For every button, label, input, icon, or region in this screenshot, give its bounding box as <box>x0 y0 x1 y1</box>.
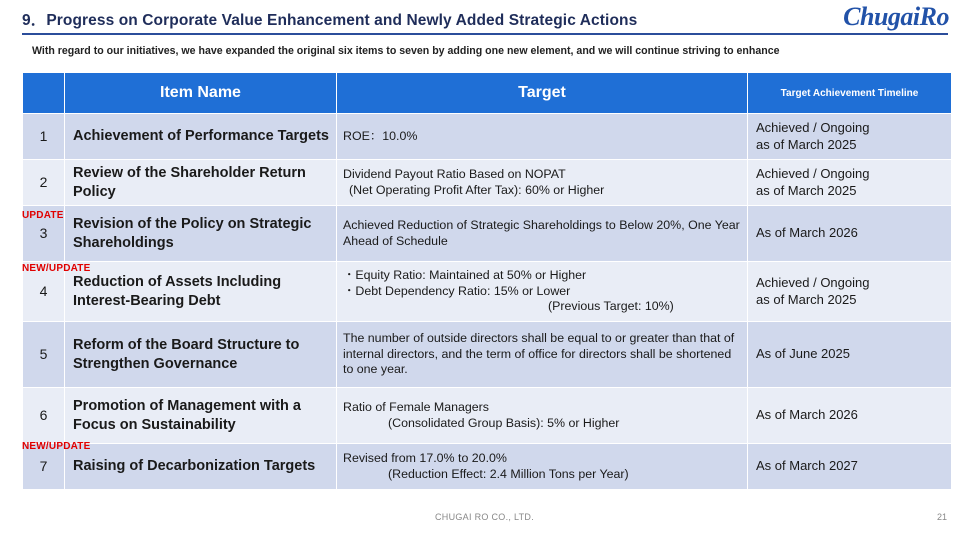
item-name: Achievement of Performance Targets <box>65 114 337 160</box>
target-text: ・Equity Ratio: Maintained at 50% or Higher ・Debt Dependency Ratio: 15% or Lower (Previous Target: 10%) <box>337 262 748 322</box>
title-divider <box>22 33 948 35</box>
item-name: Reform of the Board Structure to Strengthen Governance <box>65 322 337 388</box>
timeline-text: Achieved / Ongoing as of March 2025 <box>748 160 952 206</box>
item-name: Revision of the Policy on Strategic Shareholdings <box>65 206 337 262</box>
row-number: 7 <box>23 444 65 490</box>
footer-company: CHUGAI RO CO., LTD. <box>434 512 535 522</box>
target-text: Dividend Payout Ratio Based on NOPAT (Net Operating Profit After Tax): 60% or Higher <box>337 160 748 206</box>
page-subtitle: With regard to our initiatives, we have expanded the original six items to seven by adding one new element, and we will continue striving to enhance <box>32 45 780 57</box>
new-update-tag-row-7: NEW/UPDATE <box>22 441 91 452</box>
row-number: 2 <box>23 160 65 206</box>
row-number: 6 <box>23 388 65 444</box>
table-row <box>23 322 952 388</box>
new-update-tag-row-4: NEW/UPDATE <box>22 263 91 274</box>
timeline-text: As of June 2025 <box>748 322 952 388</box>
page-number: 21 <box>936 512 947 522</box>
header-timeline: Target Achievement Timeline <box>748 73 952 114</box>
header-target: Target <box>337 73 748 114</box>
target-text: Revised from 17.0% to 20.0% (Reduction Effect: 2.4 Million Tons per Year) <box>337 444 748 490</box>
table-row <box>23 262 952 322</box>
target-text: ROE：10.0% <box>337 114 748 160</box>
item-name: Raising of Decarbonization Targets <box>65 444 337 490</box>
item-name: Review of the Shareholder Return Policy <box>65 160 337 206</box>
table-row <box>23 444 952 490</box>
timeline-text: As of March 2027 <box>748 444 952 490</box>
initiatives-table <box>22 72 952 490</box>
timeline-text: Achieved / Ongoing as of March 2025 <box>748 262 952 322</box>
timeline-text: As of March 2026 <box>748 206 952 262</box>
timeline-text: Achieved / Ongoing as of March 2025 <box>748 114 952 160</box>
timeline-text: As of March 2026 <box>748 388 952 444</box>
update-tag-row-3: UPDATE <box>22 210 64 221</box>
row-number: 5 <box>23 322 65 388</box>
target-text: Ratio of Female Managers (Consolidated Group Basis): 5% or Higher <box>337 388 748 444</box>
row-number: 1 <box>23 114 65 160</box>
row-number: 4 <box>23 262 65 322</box>
item-name: Promotion of Management with a Focus on Sustainability <box>65 388 337 444</box>
target-text: The number of outside directors shall be equal to or greater than that of internal directors, and the term of office for directors shall be shortened to one year. <box>337 322 748 388</box>
header-item-name: Item Name <box>65 73 337 114</box>
table-row <box>23 160 952 206</box>
table-row <box>23 388 952 444</box>
target-text: Achieved Reduction of Strategic Shareholdings to Below 20%, One Year Ahead of Schedule <box>337 206 748 262</box>
item-name: Reduction of Assets Including Interest-Bearing Debt <box>65 262 337 322</box>
header-number <box>23 73 65 114</box>
table-header-row <box>23 73 952 114</box>
table-row <box>23 206 952 262</box>
company-logo: ChugaiRo <box>843 2 949 31</box>
table-row <box>23 114 952 160</box>
row-number: 3 <box>23 206 65 262</box>
page-title: 9．Progress on Corporate Value Enhancement and Newly Added Strategic Actions <box>22 12 638 29</box>
